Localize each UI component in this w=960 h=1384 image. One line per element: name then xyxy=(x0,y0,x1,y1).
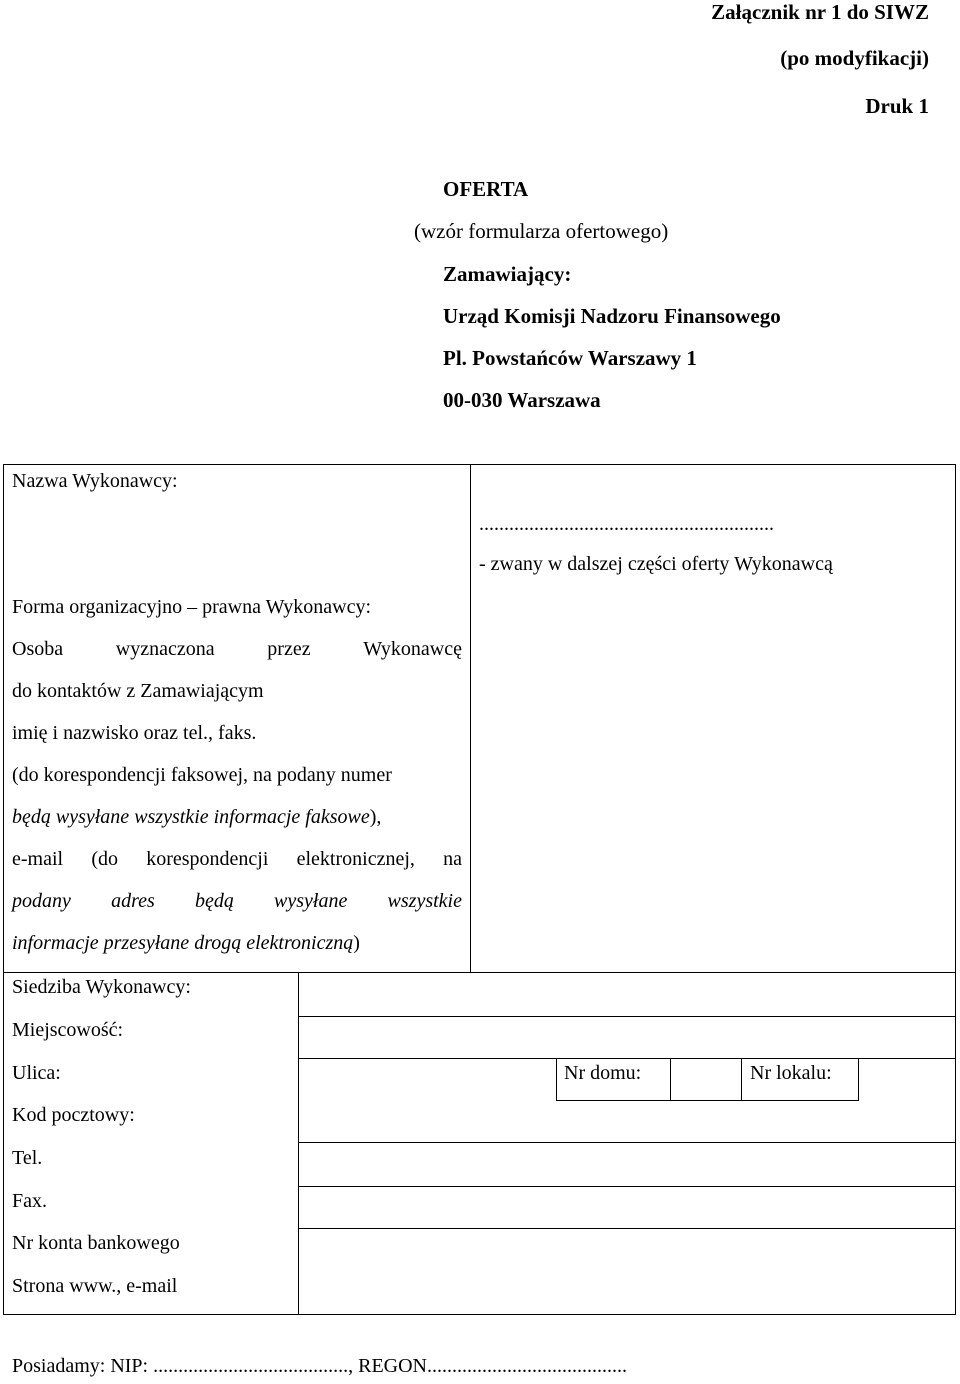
nip-regon-line: Posiadamy: NIP: ......................................., REGON........................................ xyxy=(12,1355,627,1377)
street-label: Ulica: xyxy=(12,1062,61,1084)
contact-person-line3: imię i nazwisko oraz tel., faks. xyxy=(12,722,257,744)
offer-subtitle: (wzór formularza ofertowego) xyxy=(414,219,669,243)
email-note-line: podany adres będą wysyłane wszystkie xyxy=(12,890,462,912)
client-street: Pl. Powstańców Warszawy 1 xyxy=(443,346,697,370)
form-number: Druk 1 xyxy=(865,94,929,118)
website-email-label: Strona www., e-mail xyxy=(12,1275,178,1297)
modification-note: (po modyfikacji) xyxy=(780,46,929,70)
client-name: Urząd Komisji Nadzoru Finansowego xyxy=(443,304,781,328)
contractor-name-dots: ........................................................... xyxy=(479,513,774,535)
email-note-last: informacje przesyłane drogą elektroniczną) xyxy=(12,932,360,954)
tel-label: Tel. xyxy=(12,1147,43,1169)
flat-number-label: Nr lokalu: xyxy=(750,1062,832,1084)
client-city: 00-030 Warszawa xyxy=(443,388,601,412)
attachment-label: Załącznik nr 1 do SIWZ xyxy=(711,0,929,24)
house-number-label: Nr domu: xyxy=(564,1062,642,1084)
postcode-label: Kod pocztowy: xyxy=(12,1104,135,1126)
contact-person-line2: do kontaktów z Zamawiającym xyxy=(12,680,264,702)
seat-label: Siedziba Wykonawcy: xyxy=(12,976,191,998)
contractor-alias: - zwany w dalszej części oferty Wykonawcą xyxy=(479,553,833,575)
email-line: e-mail (do korespondencji elektronicznej, na xyxy=(12,848,462,870)
legal-form-label: Forma organizacyjno – prawna Wykonawcy: xyxy=(12,596,372,618)
fax-note-line1: (do korespondencji faksowej, na podany numer xyxy=(12,764,392,786)
offer-heading: OFERTA xyxy=(443,177,529,201)
contact-person-line1: Osoba wyznaczona przez Wykonawcę xyxy=(12,638,462,660)
contractor-name-label: Nazwa Wykonawcy: xyxy=(12,470,178,492)
bank-account-label: Nr konta bankowego xyxy=(12,1232,180,1254)
fax-label: Fax. xyxy=(12,1190,47,1212)
fax-note-line2: będą wysyłane wszystkie informacje faksowe), xyxy=(12,806,382,828)
client-label: Zamawiający: xyxy=(443,262,572,286)
city-label: Miejscowość: xyxy=(12,1019,124,1041)
